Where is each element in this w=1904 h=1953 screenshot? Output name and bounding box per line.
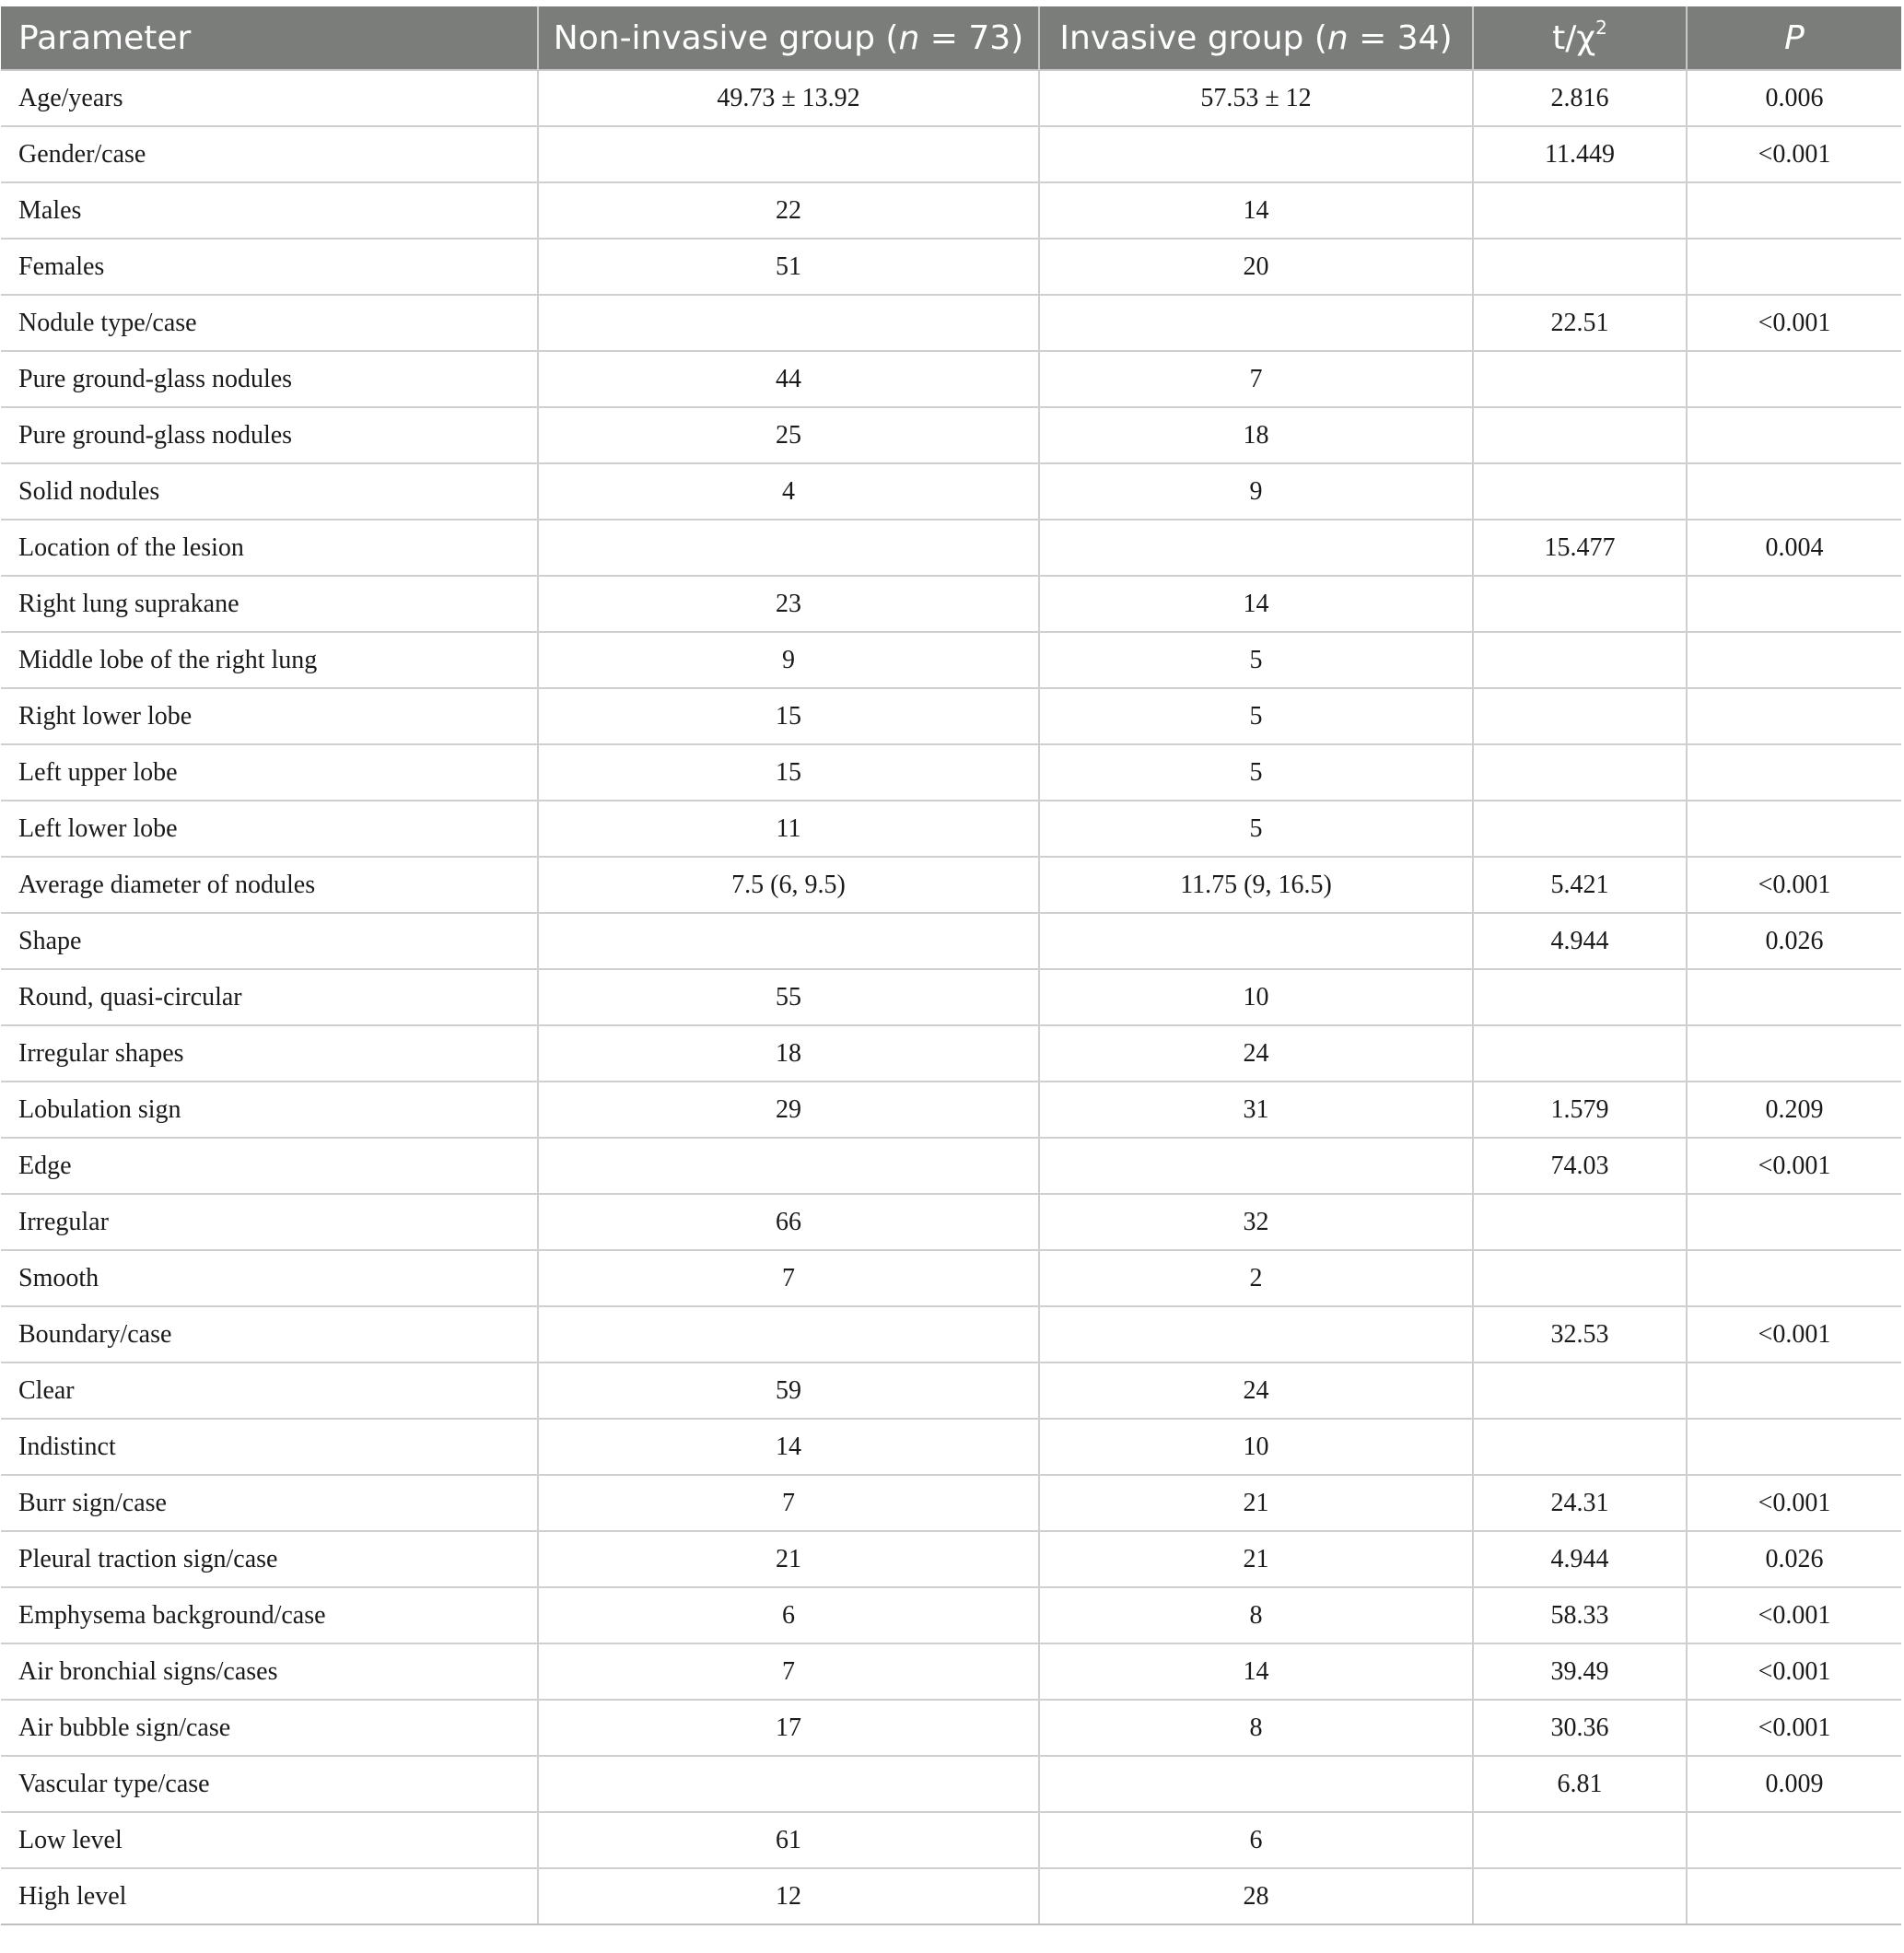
table-row [1,1025,1901,1082]
statistic-cell [1473,576,1687,632]
invasive-value-cell [1039,1138,1473,1194]
table-row [1,1475,1901,1531]
p-value-cell [1687,182,1901,239]
parameter-cell: Emphysema background/case [1,1587,538,1643]
p-value-cell [1687,1362,1901,1419]
parameter-cell: Burr sign/case [1,1475,538,1531]
table-row [1,1306,1901,1362]
non-invasive-value-cell: 12 [538,1868,1039,1924]
parameter-cell: Lobulation sign [1,1082,538,1138]
non-invasive-value-cell [538,913,1039,969]
p-value-cell [1687,576,1901,632]
table-row [1,913,1901,969]
non-invasive-value-cell: 59 [538,1362,1039,1419]
header-statistic-superscript: 2 [1595,16,1607,39]
statistic-cell [1473,1868,1687,1924]
table-row [1,688,1901,744]
non-invasive-value-cell [538,1138,1039,1194]
table-row [1,239,1901,295]
parameter-cell: Right lower lobe [1,688,538,744]
header-non-invasive-prefix: Non-invasive group ( [553,18,899,57]
invasive-value-cell: 6 [1039,1812,1473,1868]
non-invasive-value-cell: 14 [538,1419,1039,1475]
statistic-cell [1473,1250,1687,1306]
statistic-cell: 6.81 [1473,1756,1687,1812]
table-row [1,1700,1901,1756]
p-value-cell: <0.001 [1687,1138,1901,1194]
table-row [1,295,1901,351]
non-invasive-value-cell: 18 [538,1025,1039,1082]
table-row [1,1868,1901,1924]
table-row [1,969,1901,1025]
invasive-value-cell: 57.53 ± 12 [1039,70,1473,126]
non-invasive-value-cell [538,295,1039,351]
p-value-cell: <0.001 [1687,295,1901,351]
non-invasive-value-cell [538,1756,1039,1812]
non-invasive-value-cell: 7 [538,1643,1039,1700]
p-value-cell: 0.009 [1687,1756,1901,1812]
non-invasive-value-cell: 7 [538,1250,1039,1306]
p-value-cell [1687,688,1901,744]
p-value-cell: 0.026 [1687,1531,1901,1587]
p-value-cell: 0.004 [1687,520,1901,576]
parameter-cell: Pure ground-glass nodules [1,407,538,463]
invasive-value-cell: 14 [1039,576,1473,632]
p-value-cell [1687,351,1901,407]
non-invasive-value-cell: 11 [538,801,1039,857]
statistic-cell [1473,744,1687,801]
table-row [1,632,1901,688]
non-invasive-value-cell: 7.5 (6, 9.5) [538,857,1039,913]
table-row [1,576,1901,632]
statistic-cell: 15.477 [1473,520,1687,576]
statistic-cell: 74.03 [1473,1138,1687,1194]
table-header [1,6,1901,70]
parameter-cell: Air bronchial signs/cases [1,1643,538,1700]
table-row [1,857,1901,913]
header-row [1,6,1901,70]
statistic-cell: 1.579 [1473,1082,1687,1138]
statistic-cell [1473,1812,1687,1868]
table-row [1,407,1901,463]
p-value-cell: 0.026 [1687,913,1901,969]
parameter-cell: Irregular shapes [1,1025,538,1082]
header-parameter: Parameter [1,6,538,70]
invasive-value-cell: 11.75 (9, 16.5) [1039,857,1473,913]
table-row [1,1194,1901,1250]
invasive-value-cell: 21 [1039,1475,1473,1531]
non-invasive-value-cell: 29 [538,1082,1039,1138]
parameter-cell: Left lower lobe [1,801,538,857]
non-invasive-value-cell: 17 [538,1700,1039,1756]
invasive-value-cell: 10 [1039,969,1473,1025]
p-value-cell: <0.001 [1687,126,1901,182]
parameter-cell: Solid nodules [1,463,538,520]
table-row [1,1756,1901,1812]
table-row [1,744,1901,801]
parameter-cell: Location of the lesion [1,520,538,576]
table-row [1,463,1901,520]
invasive-value-cell: 31 [1039,1082,1473,1138]
invasive-value-cell [1039,126,1473,182]
statistic-cell [1473,688,1687,744]
table-row [1,126,1901,182]
statistic-cell: 30.36 [1473,1700,1687,1756]
p-value-cell [1687,1419,1901,1475]
invasive-value-cell: 20 [1039,239,1473,295]
p-value-cell: <0.001 [1687,857,1901,913]
invasive-value-cell: 14 [1039,1643,1473,1700]
statistic-cell [1473,969,1687,1025]
invasive-value-cell: 7 [1039,351,1473,407]
non-invasive-value-cell: 61 [538,1812,1039,1868]
statistic-cell: 4.944 [1473,913,1687,969]
statistic-cell [1473,182,1687,239]
p-value-cell [1687,1194,1901,1250]
table-row [1,801,1901,857]
invasive-value-cell: 5 [1039,632,1473,688]
table-row [1,1419,1901,1475]
parameter-cell: Vascular type/case [1,1756,538,1812]
table-row [1,1082,1901,1138]
p-value-cell [1687,632,1901,688]
p-value-cell: 0.006 [1687,70,1901,126]
table-row [1,70,1901,126]
statistic-cell: 11.449 [1473,126,1687,182]
statistic-cell: 22.51 [1473,295,1687,351]
p-value-cell [1687,239,1901,295]
statistic-cell [1473,632,1687,688]
statistic-cell [1473,407,1687,463]
table-row [1,1138,1901,1194]
non-invasive-value-cell: 21 [538,1531,1039,1587]
invasive-value-cell [1039,295,1473,351]
invasive-value-cell: 24 [1039,1025,1473,1082]
p-value-cell: 0.209 [1687,1082,1901,1138]
parameter-cell: Gender/case [1,126,538,182]
parameter-cell: Boundary/case [1,1306,538,1362]
non-invasive-value-cell [538,520,1039,576]
non-invasive-value-cell: 7 [538,1475,1039,1531]
parameter-cell: Age/years [1,70,538,126]
table-body [1,70,1901,1924]
statistic-cell: 39.49 [1473,1643,1687,1700]
parameter-cell: Air bubble sign/case [1,1700,538,1756]
non-invasive-value-cell [538,1306,1039,1362]
invasive-value-cell: 14 [1039,182,1473,239]
header-invasive-suffix: = 34) [1348,18,1453,57]
p-value-cell [1687,744,1901,801]
table-row [1,520,1901,576]
invasive-value-cell [1039,1306,1473,1362]
p-value-cell [1687,1812,1901,1868]
invasive-value-cell: 8 [1039,1587,1473,1643]
header-invasive-prefix: Invasive group ( [1059,18,1327,57]
header-non-invasive-group [538,6,1039,70]
table-row [1,1812,1901,1868]
p-value-cell [1687,463,1901,520]
parameter-cell: Pure ground-glass nodules [1,351,538,407]
invasive-value-cell [1039,520,1473,576]
statistic-cell: 4.944 [1473,1531,1687,1587]
p-value-cell [1687,1868,1901,1924]
header-invasive-n: n [1326,18,1349,57]
non-invasive-value-cell: 49.73 ± 13.92 [538,70,1039,126]
parameter-cell: Shape [1,913,538,969]
invasive-value-cell: 5 [1039,744,1473,801]
p-value-cell: <0.001 [1687,1475,1901,1531]
parameter-cell: Clear [1,1362,538,1419]
parameter-cell: Average diameter of nodules [1,857,538,913]
statistic-cell [1473,1419,1687,1475]
parameter-cell: Middle lobe of the right lung [1,632,538,688]
parameter-cell: Indistinct [1,1419,538,1475]
non-invasive-value-cell: 55 [538,969,1039,1025]
p-value-cell [1687,969,1901,1025]
invasive-value-cell: 10 [1039,1419,1473,1475]
header-non-invasive-n: n [898,18,920,57]
parameter-cell: Edge [1,1138,538,1194]
statistic-cell [1473,351,1687,407]
invasive-value-cell: 32 [1039,1194,1473,1250]
table-row [1,1250,1901,1306]
non-invasive-value-cell: 6 [538,1587,1039,1643]
invasive-value-cell: 2 [1039,1250,1473,1306]
invasive-value-cell: 9 [1039,463,1473,520]
statistic-cell [1473,1025,1687,1082]
non-invasive-value-cell: 23 [538,576,1039,632]
parameter-cell: Nodule type/case [1,295,538,351]
p-value-cell [1687,1250,1901,1306]
p-value-cell: <0.001 [1687,1643,1901,1700]
parameter-cell: Irregular [1,1194,538,1250]
statistic-cell [1473,239,1687,295]
invasive-value-cell: 24 [1039,1362,1473,1419]
non-invasive-value-cell: 51 [538,239,1039,295]
p-value-cell [1687,407,1901,463]
parameter-cell: Males [1,182,538,239]
statistic-cell: 24.31 [1473,1475,1687,1531]
non-invasive-value-cell: 25 [538,407,1039,463]
invasive-value-cell: 28 [1039,1868,1473,1924]
non-invasive-value-cell: 15 [538,688,1039,744]
header-invasive-group [1039,6,1473,70]
statistic-cell [1473,1194,1687,1250]
table-row [1,1587,1901,1643]
invasive-value-cell [1039,1756,1473,1812]
non-invasive-value-cell: 44 [538,351,1039,407]
header-non-invasive-suffix: = 73) [919,18,1024,57]
invasive-value-cell: 18 [1039,407,1473,463]
statistic-cell: 32.53 [1473,1306,1687,1362]
p-value-cell: <0.001 [1687,1700,1901,1756]
header-statistic-base: t/χ [1552,18,1596,57]
p-value-cell: <0.001 [1687,1587,1901,1643]
invasive-value-cell: 21 [1039,1531,1473,1587]
non-invasive-value-cell [538,126,1039,182]
table-row [1,1643,1901,1700]
invasive-value-cell: 8 [1039,1700,1473,1756]
parameter-cell: Right lung suprakane [1,576,538,632]
invasive-value-cell [1039,913,1473,969]
table-row [1,351,1901,407]
non-invasive-value-cell: 15 [538,744,1039,801]
parameter-cell: High level [1,1868,538,1924]
p-value-cell [1687,1025,1901,1082]
statistic-cell [1473,801,1687,857]
table-row [1,182,1901,239]
table-row [1,1531,1901,1587]
header-p-label: P [1784,18,1805,57]
statistic-cell [1473,1362,1687,1419]
table-row [1,1362,1901,1419]
statistic-cell: 5.421 [1473,857,1687,913]
parameter-cell: Round, quasi-circular [1,969,538,1025]
comparison-table [1,6,1901,1925]
statistic-cell [1473,463,1687,520]
parameter-cell: Smooth [1,1250,538,1306]
statistic-cell: 2.816 [1473,70,1687,126]
parameter-cell: Low level [1,1812,538,1868]
non-invasive-value-cell: 22 [538,182,1039,239]
non-invasive-value-cell: 4 [538,463,1039,520]
header-p-value [1687,6,1901,70]
parameter-cell: Females [1,239,538,295]
non-invasive-value-cell: 9 [538,632,1039,688]
p-value-cell [1687,801,1901,857]
parameter-cell: Left upper lobe [1,744,538,801]
statistic-cell: 58.33 [1473,1587,1687,1643]
parameter-cell: Pleural traction sign/case [1,1531,538,1587]
p-value-cell: <0.001 [1687,1306,1901,1362]
invasive-value-cell: 5 [1039,801,1473,857]
invasive-value-cell: 5 [1039,688,1473,744]
non-invasive-value-cell: 66 [538,1194,1039,1250]
header-statistic [1473,6,1687,70]
